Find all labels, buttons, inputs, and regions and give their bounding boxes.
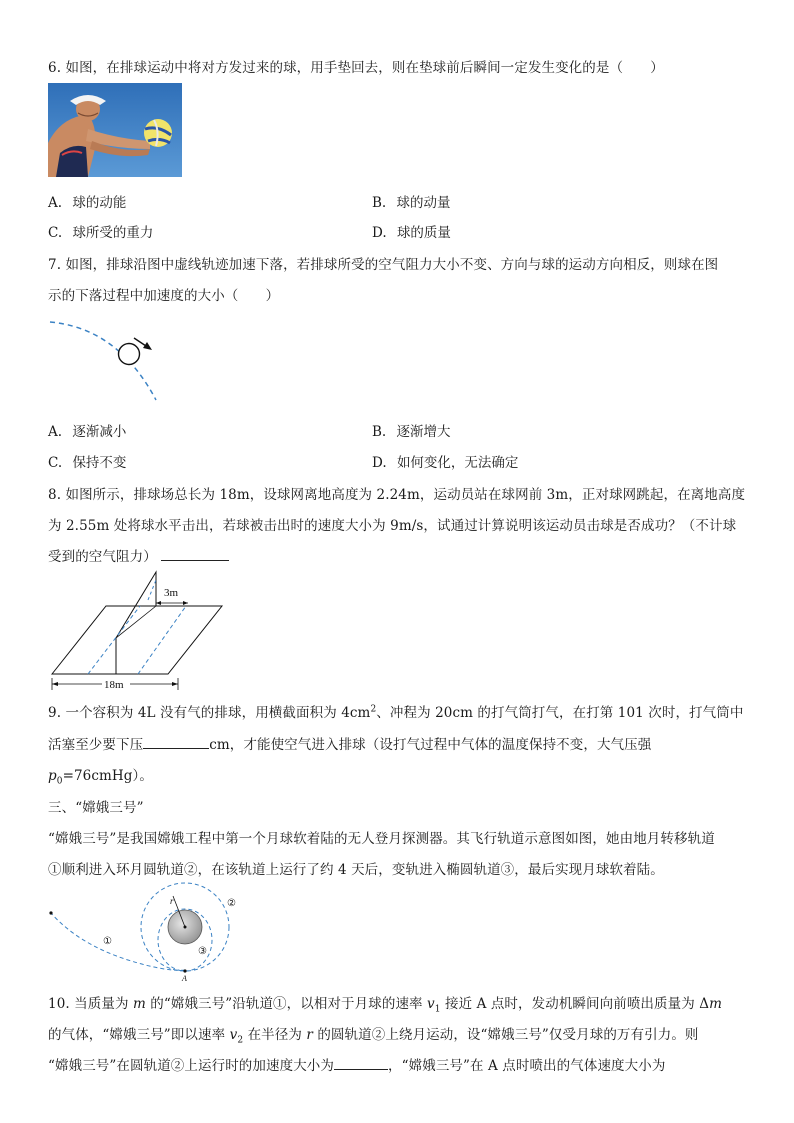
q10-l2-part-a: 的气体，“嫦娥三号”即以速率 xyxy=(48,1027,230,1043)
q9-answer-blank[interactable] xyxy=(143,736,209,749)
q9-line3 xyxy=(48,764,153,787)
q10-l1-part-a: 10. 当质量为 xyxy=(48,996,133,1012)
q8-line2: 为 2.55m 处将球水平击出，若球被击出时的速度大小为 9m/s，试通过计算说明该运动员击球是否成功？（不计球 xyxy=(48,518,737,534)
q6-stem: 6. 如图，在排球运动中将对方发过来的球，用手垫回去，则在垫球前后瞬间一定发生变化的是（ ） xyxy=(48,60,664,76)
point-a xyxy=(183,969,186,972)
q7-option-c-label: C. xyxy=(48,455,63,471)
volleyball-player-image xyxy=(48,83,182,177)
q7-option-c xyxy=(48,451,126,471)
label-3m: 3m xyxy=(164,587,179,599)
q6-option-d-text: 球的质量 xyxy=(396,225,451,241)
point-a-label: A xyxy=(182,974,187,983)
q6-option-d-label: D. xyxy=(372,225,387,241)
q6-option-c-label: C. xyxy=(48,225,63,241)
q7-stem-line1: 7. 如图，排球沿图中虚线轨迹加速下落，若排球所受的空气阻力大小不变、方向与球的运动方向相反，则球在图 xyxy=(48,257,719,273)
q9-line2-part-b: cm，才能使空气进入排球（设打气过程中气体的温度保持不变，大气压强 xyxy=(209,737,652,753)
q9-line1 xyxy=(48,701,743,721)
q10-l2-part-b: 在半径为 xyxy=(243,1027,307,1043)
q6-option-b-text: 球的动量 xyxy=(396,195,451,211)
orbit-3-label: ③ xyxy=(198,946,207,957)
q9-p-symbol: p xyxy=(48,768,57,784)
q6-option-b xyxy=(372,191,451,211)
dashed-trajectory xyxy=(50,322,156,400)
q10-v2-symbol: v xyxy=(229,1027,238,1043)
orbit-diagram xyxy=(48,882,248,982)
arrow-head-icon xyxy=(143,342,152,350)
net-frame xyxy=(116,572,156,674)
q10-l1-part-b: 的“嫦娥三号”沿轨道①，以相对于月球的速率 xyxy=(145,996,428,1012)
q9-line2 xyxy=(48,733,651,753)
q9-line1-part-a: 9. 一个容积为 4L 没有气的排球，用横截面积为 4cm xyxy=(48,705,371,721)
dashed-line-right xyxy=(138,606,186,674)
q10-l2-part-c: 的圆轨道②上绕月运动，设“嫦娥三号”仅受月球的万有引力。则 xyxy=(312,1027,699,1043)
q9-line1-part-c: 、冲程为 20cm 的打气筒打气，在打第 101 次时，打气筒中 xyxy=(376,705,744,721)
q7-stem-line2: 示的下落过程中加速度的大小（ ） xyxy=(48,288,280,304)
q7-trajectory-diagram xyxy=(48,318,178,408)
q7-option-d xyxy=(372,451,518,471)
q10-m-symbol: m xyxy=(132,996,146,1012)
q7-option-a xyxy=(48,420,126,440)
q10-line1 xyxy=(48,992,722,1015)
q8-line3-text: 受到的空气阻力） xyxy=(48,549,157,565)
q7-option-b-label: B. xyxy=(372,424,387,440)
ball-circle xyxy=(119,344,140,365)
q6-option-a xyxy=(48,191,126,211)
q6-option-c-text: 球所受的重力 xyxy=(72,225,154,241)
volleyball-photo xyxy=(48,83,182,177)
q8-court-diagram xyxy=(48,572,228,692)
q10-answer-blank-1[interactable] xyxy=(334,1057,388,1070)
q10-v1-symbol: v xyxy=(427,996,435,1012)
orbit-1-label: ① xyxy=(103,936,112,947)
q10-line2 xyxy=(48,1023,699,1046)
q6-option-b-label: B. xyxy=(372,195,387,211)
q10-v1-subscript: 1 xyxy=(434,1004,441,1015)
court-outline xyxy=(52,606,222,674)
q7-option-c-text: 保持不变 xyxy=(72,455,127,471)
q9-line2-part-a: 活塞至少要下压 xyxy=(48,737,144,753)
label-18m: 18m xyxy=(104,679,124,691)
q10-r-symbol: r xyxy=(306,1027,313,1043)
q10-l3-part-b: ，“嫦娥三号”在 A 点时喷出的气体速度大小为 xyxy=(388,1058,666,1074)
orbit-2-label: ② xyxy=(227,898,236,909)
q8-line3 xyxy=(48,545,229,565)
q6-option-a-text: 球的动能 xyxy=(72,195,127,211)
q7-option-d-label: D. xyxy=(372,455,387,471)
q7-option-a-label: A. xyxy=(48,424,63,440)
q7-option-a-text: 逐渐减小 xyxy=(72,424,127,440)
section3-para-line1: “嫦娥三号”是我国嫦娥工程中第一个月球软着陆的无人登月探测器。其飞行轨道示意图如图，她由地月转移轨道 xyxy=(48,831,715,847)
section3-heading: 三、“嫦娥三号” xyxy=(48,800,144,816)
q10-l3-part-a: “嫦娥三号”在圆轨道②上运行时的加速度大小为 xyxy=(48,1058,335,1074)
q6-option-a-label: A. xyxy=(48,195,63,211)
q10-line3 xyxy=(48,1054,665,1074)
q10-v2-subscript: 2 xyxy=(237,1035,244,1046)
q7-option-d-text: 如何变化，无法确定 xyxy=(396,455,519,471)
q9-line3-part-c: =76cmHg）。 xyxy=(62,768,153,784)
q8-answer-blank[interactable] xyxy=(161,548,229,561)
q9-superscript-2: 2 xyxy=(370,704,377,715)
q6-option-c xyxy=(48,221,153,241)
radius-label: r xyxy=(170,896,174,906)
q8-line1: 8. 如图所示，排球场总长为 18m，设球网离地高度为 2.24m，运动员站在球网前 3m，正对球网跳起，在离地高度 xyxy=(48,487,746,503)
q10-l1-part-c: 接近 A 点时，发动机瞬间向前喷出质量为 Δ xyxy=(440,996,710,1012)
dashed-line-left xyxy=(88,606,140,674)
q10-dm-symbol: m xyxy=(709,996,722,1012)
q6-option-d xyxy=(372,221,451,241)
q9-p-subscript: 0 xyxy=(56,776,63,787)
q7-option-b xyxy=(372,420,451,440)
section3-para-line2: ①顺利进入环月圆轨道②，在该轨道上运行了约 4 天后，变轨进入椭圆轨道③，最后实现月球软着陆。 xyxy=(48,862,664,878)
orbit-1-path xyxy=(50,912,186,970)
q7-option-b-text: 逐渐增大 xyxy=(396,424,451,440)
